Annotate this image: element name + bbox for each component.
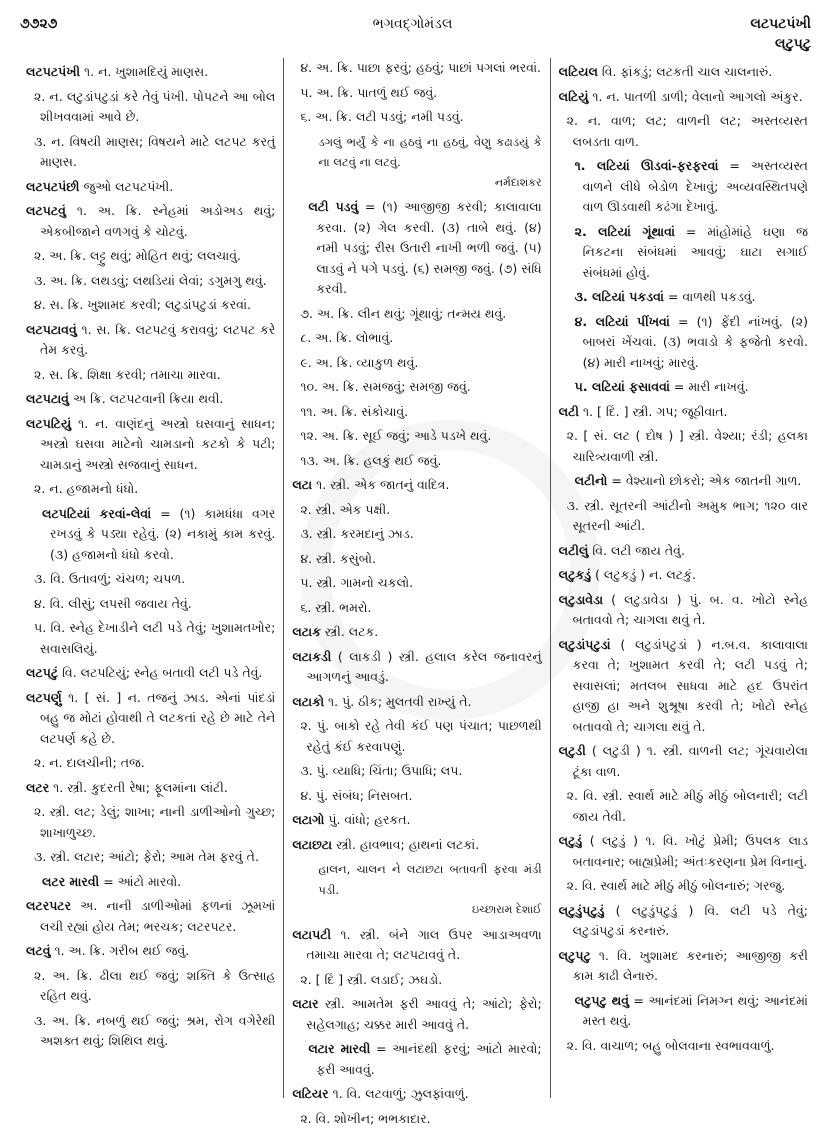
definition-text: = માંહોમાંહે ઘણા જ નિકટના સંબંધમાં આવવું; ઘાટા સગાઈ સંબંધમાં હોવું. [583,224,808,280]
definition-text: ૨. [ સં. લટ ( દોષ ) ] સ્ત્રી. વેશ્યા; રંડી; હલકા ચારિત્ર્યવાળી સ્ત્રી. [567,428,808,464]
definition-text: ૨. ન. વાળ; લટ; વાળની લટ; અસ્તવ્યસ્ત લબડતા વાળ. [567,113,808,149]
sense [26,802,275,843]
idiom-phrase: ૩. લટિયાં પકડવાં [575,289,664,304]
definition-text: ૨. [ દિં ] સ્ત્રી. લડાઈ; ઝઘડો. [300,972,442,987]
definition-text: ૧. અ. ક્રિ. સ્નેહમાં અડોઅડ થવું; એકબીજાને વળગવું કે ચોટવું. [40,203,275,239]
sense [26,753,275,774]
sense [26,132,275,173]
definition-text: ૪. અ. ક્રિ. પાછા ફરવું; હઠવું; પાછાં પગલાં ભરવાં. [300,60,541,75]
sense [559,786,808,827]
definition-text: ૧. [ દિં. ] સ્ત્રી. ગપ; જૂઠીવાત. [579,404,728,419]
idiom-phrase: ૫. લટિયાં ફસાવવાં [575,379,670,394]
definition-text: ( લાકડી ) સ્ત્રી. હલાલ કરેલ જનાવરનું આગળનું આવડું. [306,649,541,685]
dictionary-entry [292,692,541,713]
dictionary-entry [559,87,808,108]
dictionary-entry [292,925,541,966]
definition-text: ૧. અ. ક્રિ. ગરીબ થઈ જવું. [51,943,190,958]
headword: લટવું [26,943,51,958]
definition-text: ૧. સ્ત્રી. બંને ગાલ ઉપર આડાઅવળા તમાચા મારવા તે; લટપટાવવું તે. [306,927,541,963]
definition-text: ૫. વિ. સ્નેહ દેખાડીને લટી પડે તેવું; ખુશામતખોર; સવાસલિયું. [34,620,275,656]
sense [26,271,275,292]
dictionary-entry [559,831,808,872]
sense [292,353,541,374]
definition-text: = આનંદમાં નિમગ્ન થવું; આનંદમાં મસ્ત થવું. [583,993,808,1029]
guide-words [750,14,811,54]
definition-text: = અસ્તવ્યસ્ત વાળને લીધે બેડોળ દેખાવું; અવ્યવસ્થિતપણે વાળ ઊડવાથી કઢંગા દેખાવું. [583,158,808,214]
headword: લટપટપંખી [26,64,80,79]
sense [559,1036,808,1057]
definition-text: ૪. વિ. લીસું; લપસી જવાય તેવું. [34,596,192,611]
definition-text: ૨. સ્ત્રી. એક પક્ષી. [300,502,390,517]
sense [292,377,541,398]
definition-text: ૧. સ્ત્રી. કુદરતી રેષા; ફૂલમાંના લાંટી. [49,780,228,795]
definition-text: = (૧) આજીજી કરવી; કાલાવાલા કરવા. (૨) ગેલ કરવી. (૩) તાબે થવું. (૪) નમી પડવું; રીસ ઉતારી નાખી ભળી જવું. (૫) લાડવું ને પગે પડવું. (૬) સમજી જવું. (૭) સંધિ કરવી. [316,199,541,296]
sense [292,83,541,104]
sense [26,569,275,590]
headword: લટીલું [559,543,589,558]
sense [26,295,275,316]
definition-text: ( લટુડાવેડા ) પું. બ. વ. ખોટો સ્નેહ બતાવવો તે; ચાગલા થવું તે. [573,592,808,628]
definition-text: ૮. અ. ક્રિ. લોભાવું. [300,330,393,345]
sense [26,246,275,267]
definition-text: = મારી નાખવું. [670,379,749,394]
dictionary-entry [26,896,275,937]
idiom-phrase: લટુપટુ થવું [575,993,629,1008]
page-number: ૭૭૨૭ [20,16,57,32]
dictionary-entry [559,402,808,423]
dictionary-entry [26,688,275,750]
dictionary-entry [292,810,541,831]
column-3 [550,58,816,1098]
definition-text: ૨. સ. ક્રિ. શિક્ષા કરવી; તમાચા મારવા. [34,367,221,382]
sense [559,111,808,152]
sense [26,87,275,128]
idiom [559,991,808,1032]
definition-text: ૯. અ. ક્રિ. વ્યાકુળ થવું. [300,355,418,370]
dictionary-entry [559,901,808,942]
definition-text: વિ. ફાંકડું; લટકતી ચાલ ચાલનારું. [598,64,772,79]
definition-text: ૧૧. અ. ક્રિ. સંકોચાવું. [300,404,408,419]
definition-text: = આંટો મારવો. [99,874,181,889]
definition-text: ૨. ન. દાલચીની; તજ. [34,755,145,770]
headword: લટુપટુ [559,948,591,963]
sense [26,1011,275,1052]
sense [292,107,541,128]
sense [26,594,275,615]
headword: લટી [559,404,579,419]
definition-text: ૩. અ. ક્રિ. લથડવું; લથડિયાં લેવાં; ડગુમગુ થવું. [34,273,267,288]
sense [292,1109,541,1129]
dictionary-entry [559,946,808,987]
dictionary-entry [26,414,275,476]
sense [292,786,541,807]
definition-text: ૧. પું. ઠીક; મુલતવી રાખ્યું તે. [324,694,471,709]
column-1 [18,58,283,1098]
definition-text: ૩. ન. વિષયી માણસ; વિષયને માટે લટપટ કરતું માણસ. [34,134,275,170]
definition-text: ( લટુડું ) ૧. વિ. ખોટું પ્રેમી; ઉપલક લાડ બતાવનાર; બાહ્યપ્રેમી; અંતઃકરણના પ્રેમ વિનાનું. [573,833,808,869]
definition-text: ૩. વિ. ઉતાવળું; ચંચળ; ચપળ. [34,571,185,586]
headword: લટુકડું [559,567,591,582]
definition-text: ડગલું ભર્યું કે ના હઠવું ના હઠવું, વેણુ કઢાડયું કે ના લટવું ના લટવું. [318,135,541,170]
idiom [292,197,541,300]
idiom [559,471,808,492]
headword: લટાછટા [292,837,332,852]
headword: લટિયલ [559,64,598,79]
guide-word-last: લટુપટુ [750,34,811,54]
definition-text: ૩. અ. ક્રિ. નબળું થઈ જવું; શ્રમ, રોગ વગેરેથી અશક્ત થવું; શિથિલ થવું. [34,1013,275,1049]
idiom [26,504,275,566]
dictionary-entry [292,1084,541,1105]
dictionary-entry [26,778,275,799]
headword: લટપટાવવું [26,322,77,337]
dictionary-entry [292,994,541,1035]
definition-text: ( લટુડાંપટુડાં ) ન.બ.વ. કાલાવાલા કરવા તે; ખુશામત કરવી તે; લટી પડવું તે; સવાસલાં; મતલબ સાધવા માટે હદ ઉપરાંત હાજી હા અને શુશ્રૂષા કરવી તે; ખોટો સ્નેહ બતાવવો તે; ચાગલા થવું તે. [573,637,808,734]
definition-text: ૧૨. અ. ક્રિ. સૂઈ જવું; આડે પડખે થવું. [300,428,491,443]
dictionary-entry [26,201,275,242]
definition-text: ૨. વિ. સ્ત્રી. સ્વાર્થ માટે મીઠું મીઠું બોલનારી; લટી જાય તેવી. [567,788,808,824]
definition-text: ૩. સ્ત્રી. સૂતરની આંટીનો અમુક ભાગ; ૧૨૦ વાર સૂતરની આંટી. [567,498,808,534]
definition-text: ૬. સ્ત્રી. ભમરો. [300,600,371,615]
idiom-phrase: લટર મારવી [42,874,99,889]
dictionary-entry [26,320,275,361]
headword: લટુડી [559,743,586,758]
dictionary-entry [292,622,541,643]
dictionary-entry [26,62,275,83]
sense [559,426,808,467]
headword: લટિયર [292,1086,328,1101]
definition-text: સ્ત્રી. લટક. [321,624,378,639]
sense [292,58,541,79]
headword: લટપર્ણુ [26,690,62,705]
idiom [559,312,808,374]
sense [292,573,541,594]
idiom-phrase: ૪. લટિયાં પીંખવાં [575,314,670,329]
definition-text: વિ. લટી જાય તેવું. [588,543,685,558]
definition-text: ૪. પું. સંબંધ; નિસબત. [300,788,412,803]
page-header [0,8,825,48]
definition-text: ૪. સ. ક્રિ. ખુશામદ કરવી; લટુડાંપટુડાં કરવાં. [34,297,251,312]
quotation [292,132,541,194]
headword: લટુડુંપટુડું [559,903,605,918]
sense [292,426,541,447]
sense [26,365,275,386]
sense [26,479,275,500]
definition-text: = વેશ્યાનો છોકરો; એક જાતની ગાળ. [607,473,801,488]
idiom-phrase: લટાર મારવી [308,1041,370,1056]
idiom-phrase: લટપટિયાં કરવાં-લેવાં [42,506,151,521]
sense [292,328,541,349]
idiom-phrase: ૨. લટિયાં ગૂંથાવાં [575,224,675,239]
definition-text: ૧. વિ. લટવાળું; ઝુલફાંવાળું. [329,1086,469,1101]
sense [559,876,808,897]
headword: લટપટાવું [26,391,69,406]
headword: લટરપટર [26,898,71,913]
sense [292,304,541,325]
dictionary-entry [559,635,808,738]
headword: લટપટું [26,665,58,680]
dictionary-columns [18,58,816,1098]
idiom-phrase: લટી પડવું [308,199,358,214]
definition-text: = આનંદથી ફરવું; આંટો મારવો; ફરી આવવું. [316,1041,541,1077]
headword: લટા [292,477,312,492]
definition-text: ૨. વિ. શોખીન; ભભકાદાર. [300,1111,430,1126]
dictionary-entry [292,475,541,496]
headword: લટર [26,780,49,795]
definition-text: ૨. અ. ક્રિ. લટ્ટુ થવું; મોહિત થવું; લલચાવું. [34,248,241,263]
headword: લટુડાંપટુડાં [559,637,611,652]
definition-text: સ્ત્રી. આમતેમ ફરી આવવું તે; આંટો; ફેરો; સહેલગાહ; ચક્કર મારી આવવું તે. [306,996,541,1032]
sense [292,549,541,570]
quotation [292,859,541,921]
sense [292,761,541,782]
definition-text: ૧. વિ. ખુશામદ કરનારું; આજીજી કરી કામ કાઢી લેનારું. [573,948,808,984]
idiom [559,287,808,308]
headword: લટપટપંછી [26,179,79,194]
definition-text: ૩. સ્ત્રી. લટાર; આંટો; ફેરો; આમ તેમ ફરવું તે. [34,849,259,864]
sense [292,716,541,757]
dictionary-entry [26,177,275,198]
definition-text: = (૧) કામધંધા વગર રખડવું કે પડ્યા રહેવું. (૨) નકામું કામ કરવું. (૩) હજામનો ધંધો કરવો. [50,506,275,562]
definition-text: ૬. અ. ક્રિ. લટી પડવું; નમી પડવું. [300,109,463,124]
sense [292,598,541,619]
definition-text: ૧. સ. ક્રિ. લટપટવું કરાવવું; લટપટ કરે તેમ કરવું. [40,322,275,358]
idiom [26,872,275,893]
headword: લટાર [292,996,318,1011]
definition-text: ૩. સ્ત્રી. કરમદાનું ઝાડ. [300,526,413,541]
definition-text: અ. નાની ડાળીઓમાં ફળનાં ઝૂમખાં લચી રહ્યાં હોય તેમ; ભરચક; લટરપટર. [40,898,275,934]
definition-text: ૧. ન. ખુશામદિયું માણસ. [80,64,208,79]
definition-text: ૫. અ. ક્રિ. પાતળું થઈ જવું. [300,85,437,100]
sense [292,524,541,545]
headword: લટિયું [559,89,589,104]
headword: લટાક [292,624,321,639]
sense [292,451,541,472]
definition-text: અ ક્રિ. લટપટવાની ક્રિયા થવી. [69,391,223,406]
definition-text: ૨. વિ. સ્વાર્થ માટે મીઠું મીઠું બોલનારું; ગરજુ. [567,878,786,893]
definition-text: વિ. લટપટિયું; સ્નેહ બતાવી લટી પડે તેવું. [58,665,262,680]
sense [292,402,541,423]
definition-text: હાલન, ચાલન ને લટાછટા બતાવતી ફરવા મંડી પડી. [318,862,541,897]
definition-text: સ્ત્રી. હાવભાવ; હાથનાં લટકાં. [332,837,479,852]
dictionary-entry [559,741,808,782]
sense [292,970,541,991]
definition-text: ( લટુડુંપટુડું ) વિ. લટી પડે તેવું; લટુડાંપટુડાં કરનારું. [573,903,808,939]
dictionary-entry [292,835,541,856]
definition-text: જુઓ લટપટપંખી. [79,179,173,194]
headword: લટાકો [292,694,324,709]
dictionary-entry [26,663,275,684]
definition-text: = વાળથી પકડવું. [664,289,756,304]
definition-text: ૨. પું. બાકો રહે તેવી કંઈ પણ પંચાત; પાછળથી રહેતું કંઈ કરવાપણું. [300,718,541,754]
idiom [292,1039,541,1080]
column-2 [283,58,549,1098]
definition-text: ૫. સ્ત્રી. ગામનો ચકલો. [300,575,413,590]
headword: લટુડાવેડા [559,592,603,607]
headword: લટપટવું [26,203,66,218]
idiom [559,222,808,284]
dictionary-entry [26,389,275,410]
book-title: ભગવદ્ગોમંડલ [0,16,825,32]
headword: લટાકડી [292,649,331,664]
definition-text: ૨. વિ. વાચાળ; બહુ બોલવાના સ્વભાવવાળું. [567,1038,775,1053]
definition-text: ૩. પું. વ્યાધિ; ચિંતા; ઉપાધિ; લપ. [300,763,462,778]
idiom-phrase: ૧. લટિયાં ઊડવાં-ફરફરવાં [575,158,719,173]
quote-author: નર્મદાશંકર [318,173,541,194]
guide-word-first: લટપટપંખી [750,14,811,34]
idiom [559,156,808,218]
quote-author: ઇચ્છારામ દેશાઈ [318,900,541,921]
definition-text: ૧. ન. પાતળી ડાળી; વેલાનો આગલો અંકુર. [588,89,802,104]
definition-text: ( લટુકડું ) ન. લટકું. [591,567,696,582]
definition-text: ૨. ન. લટુડાંપટુડાં કરે તેવું પંખી. પોપટને આ બોલ શીખવવામાં આવે છે. [34,89,275,125]
idiom-phrase: લટીનો [575,473,608,488]
headword: લટાગો [292,812,324,827]
headword: લટુડું [559,833,583,848]
definition-text: ૧. ન. વાણંદનું અસ્ત્રો ઘસવાનું સાધન; અસ્ત્રો ઘસવા માટેનો ચામડાનો કટકો કે પટી; ચામડાનું અસ્ત્રો સજવાનું સાધન. [40,416,275,472]
definition-text: ( લટુડી ) ૧. સ્ત્રી. વાળની લટ; ગૂંચવાયેલા ટૂંકા વાળ. [573,743,808,779]
headword: લટાપટી [292,927,331,942]
sense [26,847,275,868]
definition-text: ૧. [ સં. ] ન. તજનું ઝાડ. એનાં પાંદડાં બહુ જ મોટાં હોવાથી તે લટકતાં રહે છે માટે તેને લટપર્ણ કહે છે. [40,690,275,746]
dictionary-entry [559,541,808,562]
definition-text: ૧૦. અ. ક્રિ. સમજવું; સમજી જવું. [300,379,470,394]
sense [26,618,275,659]
definition-text: પું. વાંધો; હરકત. [324,812,410,827]
definition-text: = (૧) ફેંદી નાંખવું. (૨) બાબરાં ખેંચવાં. (૩) ભવાડો કે ફજેતો કરવો. (૪) મારી નાખવું; મારવું. [583,314,808,370]
definition-text: ૧. સ્ત્રી. એક જાતનું વાદિત્ર. [312,477,449,492]
definition-text: ૭. અ. ક્રિ. લીન થવું; ગૂંથાવું; તન્મય થવું. [300,306,506,321]
dictionary-entry [292,647,541,688]
definition-text: ૪. સ્ત્રી. કસુંબો. [300,551,376,566]
dictionary-entry [559,62,808,83]
headword: લટપટિયું [26,416,71,431]
dictionary-entry [559,565,808,586]
definition-text: ૧૩. અ. ક્રિ. હલકું થઈ જવું. [300,453,441,468]
sense [559,496,808,537]
idiom [559,377,808,398]
definition-text: ૨. ન. હજામનો ધંધો. [34,481,138,496]
definition-text: ૨. અ. ક્રિ. ઢીલા થઈ જવું; શક્તિ કે ઉત્સાહ રહિત થવું. [34,968,275,1004]
sense [26,966,275,1007]
dictionary-entry [26,941,275,962]
dictionary-entry [559,590,808,631]
definition-text: ૨. સ્ત્રી. લટ; ડેલું; શાખા; નાની ડાળીઓનો ગુચ્છ; શાખાળુચ્છ. [34,804,275,840]
sense [292,500,541,521]
